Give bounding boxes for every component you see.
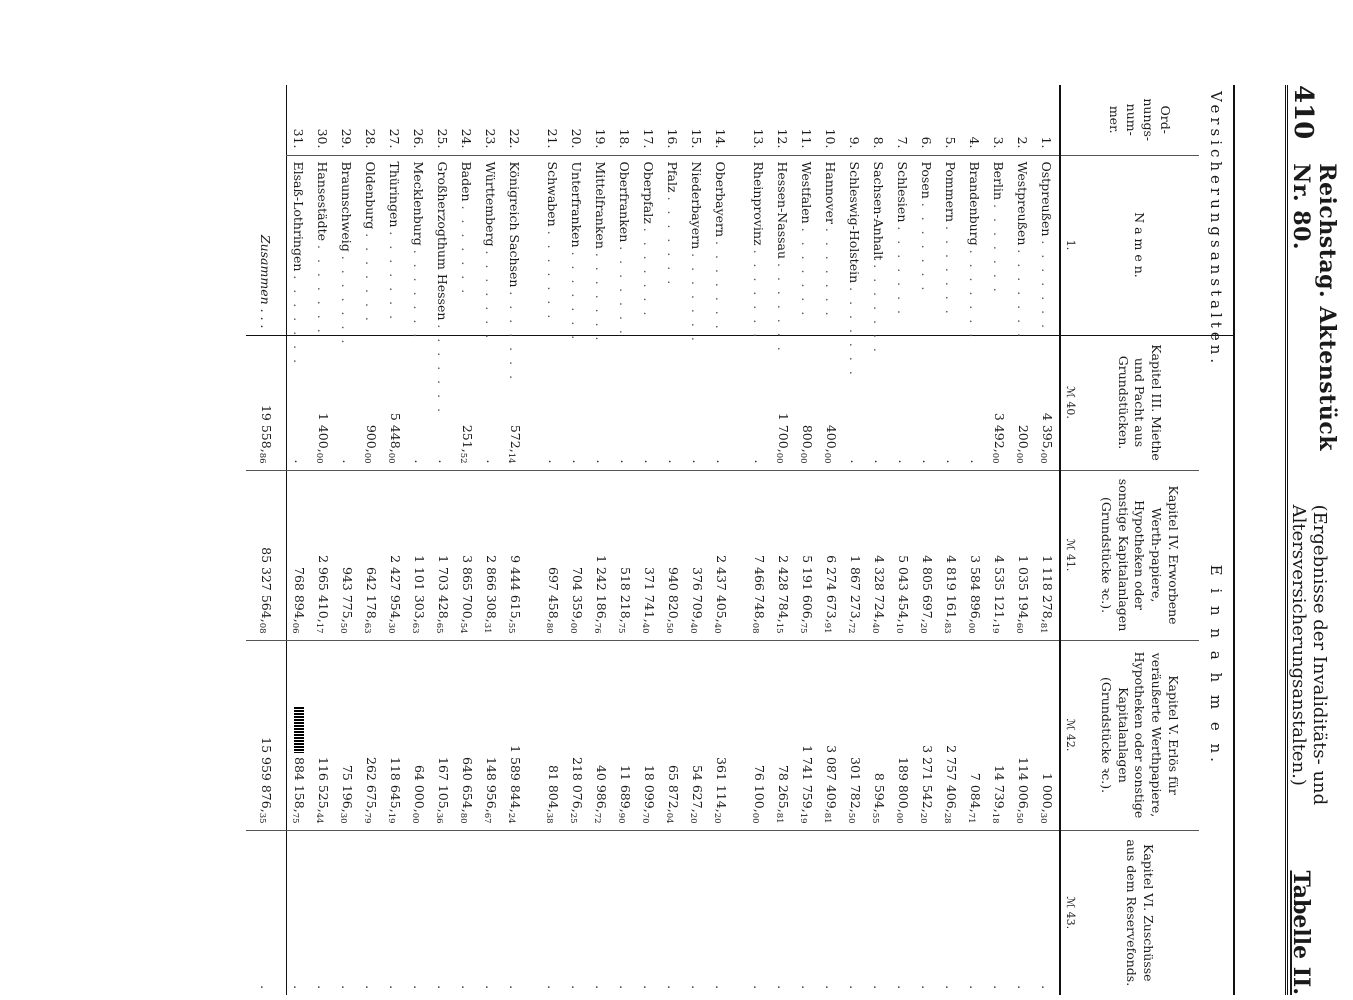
row-number: 9. <box>847 136 863 149</box>
page-header <box>1285 85 1340 995</box>
sum-kapitel-5: 15 959 876,35 <box>246 640 287 830</box>
table-row <box>383 85 407 995</box>
cell-kapitel-6: . <box>867 830 891 995</box>
row-number: 3. <box>991 136 1007 149</box>
cell-kapitel-6: . <box>541 830 565 995</box>
cell-kapitel-5: 78 265,81 <box>771 640 795 830</box>
cell-kapitel-3: . <box>709 335 733 470</box>
group-gap <box>527 85 541 995</box>
sum-label: Zusammen . . . <box>246 85 287 335</box>
table-row <box>661 85 685 995</box>
row-name: Unterfranken . . . . . . . <box>565 155 589 335</box>
colnum-name: 1. <box>1060 155 1079 335</box>
cell-kapitel-3: . <box>963 335 987 470</box>
cell-kapitel-6: . <box>747 830 771 995</box>
table-row <box>709 85 733 995</box>
currency-label: ℳ <box>1064 896 1078 909</box>
cell-kapitel-4: 2 866 308,31 <box>479 470 503 640</box>
cell-kapitel-6: . <box>685 830 709 995</box>
row-name: Hannover . . . . . . . <box>819 155 843 335</box>
cell-kapitel-3: 251,52 <box>455 335 479 470</box>
cell-kapitel-5: 148 956,67 <box>479 640 503 830</box>
cell-kapitel-6: . <box>891 830 915 995</box>
cell-kapitel-3: . <box>407 335 431 470</box>
cell-kapitel-3: 1 700,00 <box>771 335 795 470</box>
cell-kapitel-6: . <box>1035 830 1060 995</box>
row-number: 17. <box>641 128 657 149</box>
row-name: Schlesien . . . . . . . <box>891 155 915 335</box>
table-row <box>589 85 613 995</box>
cell-kapitel-3: 200,00 <box>1011 335 1035 470</box>
colnum-40: 40. <box>1064 401 1078 419</box>
row-number: 16. <box>665 128 681 149</box>
cell-kapitel-4: 7 466 748,08 <box>747 470 771 640</box>
row-number: 11. <box>799 128 815 149</box>
row-number: 12. <box>775 128 791 149</box>
cell-kapitel-4: 376 709,40 <box>685 470 709 640</box>
row-name: Ostpreußen . . . . . . . <box>1035 155 1060 335</box>
row-number: 27. <box>387 128 403 149</box>
row-number: 22. <box>507 128 523 149</box>
currency-label: ℳ <box>1064 538 1078 551</box>
table-row <box>541 85 565 995</box>
group-gap <box>733 85 747 995</box>
cell-kapitel-5: 14 739,18 <box>987 640 1011 830</box>
cell-kapitel-3: . <box>335 335 359 470</box>
row-name: Braunschweig . . . . . . . <box>335 155 359 335</box>
row-number: 14. <box>713 128 729 149</box>
cell-kapitel-3: . <box>685 335 709 470</box>
cell-kapitel-6: . <box>311 830 335 995</box>
cell-kapitel-6: . <box>819 830 843 995</box>
cell-kapitel-6: . <box>407 830 431 995</box>
cell-kapitel-6: . <box>1011 830 1035 995</box>
cell-kapitel-4: 940 820,50 <box>661 470 685 640</box>
row-number: 30. <box>315 128 331 149</box>
cell-kapitel-4: 371 741,40 <box>637 470 661 640</box>
cell-kapitel-4: 2 437 405,40 <box>709 470 733 640</box>
row-name: Oldenburg . . . . . . . <box>359 155 383 335</box>
cell-kapitel-5: 11 689,90 <box>613 640 637 830</box>
group-title-right: E i n n a h m e n. <box>1199 335 1234 995</box>
cell-kapitel-4: 1 118 278,81 <box>1035 470 1060 640</box>
cell-kapitel-6: . <box>383 830 407 995</box>
header-name: N a m e n. <box>1079 155 1199 335</box>
row-number: 25. <box>435 128 451 149</box>
cell-kapitel-6: . <box>565 830 589 995</box>
cell-kapitel-4: 1 703 428,65 <box>431 470 455 640</box>
cell-kapitel-5: 40 986,72 <box>589 640 613 830</box>
row-name: Westpreußen . . . . . . . <box>1011 155 1035 335</box>
cell-kapitel-6: . <box>287 830 312 995</box>
table-row <box>431 85 455 995</box>
cell-kapitel-4: 4 819 161,83 <box>939 470 963 640</box>
row-number: 10. <box>823 128 839 149</box>
cell-kapitel-3: . <box>287 335 312 470</box>
cell-kapitel-4: 4 805 697,20 <box>915 470 939 640</box>
cell-kapitel-4: 1 867 273,72 <box>843 470 867 640</box>
cell-kapitel-4: 697 458,80 <box>541 470 565 640</box>
cell-kapitel-3: . <box>479 335 503 470</box>
row-number: 19. <box>593 128 609 149</box>
row-name: Schleswig-Holstein . . . . . . . <box>843 155 867 335</box>
row-number: 23. <box>483 128 499 149</box>
cell-kapitel-4: 9 444 615,55 <box>503 470 527 640</box>
row-name: Mittelfranken . . . . . . . <box>589 155 613 335</box>
cell-kapitel-4: 1 035 194,60 <box>1011 470 1035 640</box>
row-name: Posen . . . . . . . <box>915 155 939 335</box>
row-name: Hessen-Nassau . . . . . . . <box>771 155 795 335</box>
cell-kapitel-6: . <box>455 830 479 995</box>
cell-kapitel-3: . <box>661 335 685 470</box>
colnum-41: 41. <box>1064 553 1078 572</box>
cell-kapitel-5: 3 087 409,81 <box>819 640 843 830</box>
cell-kapitel-6: . <box>335 830 359 995</box>
row-name: Elsaß-Lothringen . . . . . . . <box>287 155 312 335</box>
cell-kapitel-4: 1 242 186,76 <box>589 470 613 640</box>
row-number: 2. <box>1015 136 1031 149</box>
table-row <box>287 85 312 995</box>
cell-kapitel-3: 1 400,00 <box>311 335 335 470</box>
table-row <box>565 85 589 995</box>
cell-kapitel-3: 900,00 <box>359 335 383 470</box>
cell-kapitel-5: 640 654,80 <box>455 640 479 830</box>
row-number: 4. <box>967 136 983 149</box>
table-row <box>1011 85 1035 995</box>
row-number: 5. <box>943 136 959 149</box>
table-row <box>891 85 915 995</box>
table-row <box>987 85 1011 995</box>
table-row <box>479 85 503 995</box>
table-row <box>915 85 939 995</box>
group-title-left: Versicherungsanstalten. <box>1207 91 1226 368</box>
cell-kapitel-3: . <box>637 335 661 470</box>
row-name: Württemberg . . . . . . . <box>479 155 503 335</box>
cell-kapitel-6: . <box>987 830 1011 995</box>
cell-kapitel-6: . <box>795 830 819 995</box>
table-body <box>287 85 1061 995</box>
cell-kapitel-5: 2 757 406,28 <box>939 640 963 830</box>
cell-kapitel-4: 642 178,63 <box>359 470 383 640</box>
cell-kapitel-5: 114 006,50 <box>1011 640 1035 830</box>
cell-kapitel-3: . <box>541 335 565 470</box>
cell-kapitel-5: 64 000,00 <box>407 640 431 830</box>
colnum-43: 43. <box>1064 911 1078 930</box>
row-name: Sachsen-Anhalt . . . . . . . <box>867 155 891 335</box>
table-label: Tabelle II. <box>1288 870 1314 995</box>
cell-kapitel-3: 572,14 <box>503 335 527 470</box>
table-row <box>1035 85 1060 995</box>
cell-kapitel-5: 3 271 542,20 <box>915 640 939 830</box>
sum-kapitel-4: 85 327 564,08 <box>246 470 287 640</box>
row-name: Hansestädte . . . . . . . <box>311 155 335 335</box>
cell-kapitel-5: 189 800,00 <box>891 640 915 830</box>
cell-kapitel-6: . <box>359 830 383 995</box>
table-row <box>963 85 987 995</box>
row-name: Pfalz . . . . . . . <box>661 155 685 335</box>
cell-kapitel-3: . <box>939 335 963 470</box>
cell-kapitel-5: 8 594,55 <box>867 640 891 830</box>
row-name: Oberfranken . . . . . . . <box>613 155 637 335</box>
cell-kapitel-5: 167 105,36 <box>431 640 455 830</box>
row-name: Berlin . . . . . . . <box>987 155 1011 335</box>
cell-kapitel-3: . <box>431 335 455 470</box>
row-number: 8. <box>871 136 887 149</box>
row-number: 20. <box>569 128 585 149</box>
table-row <box>939 85 963 995</box>
cell-kapitel-5: 81 804,38 <box>541 640 565 830</box>
cell-kapitel-4: 943 775,50 <box>335 470 359 640</box>
table-row <box>503 85 527 995</box>
header-ordnungsnummer: Ord-nungs-num-mer. <box>1107 98 1173 142</box>
cell-kapitel-5: 65 872,04 <box>661 640 685 830</box>
table-row <box>685 85 709 995</box>
header-kapitel-3: Kapitel III. Miethe und Pacht aus Grundstücken. <box>1079 335 1199 470</box>
cell-kapitel-4: 6 274 673,91 <box>819 470 843 640</box>
cell-kapitel-3: . <box>867 335 891 470</box>
cell-kapitel-5: 301 782,50 <box>843 640 867 830</box>
row-name: Schwaben . . . . . . . <box>541 155 565 335</box>
cell-kapitel-6: . <box>661 830 685 995</box>
cell-kapitel-6: . <box>771 830 795 995</box>
stamp-mark <box>294 707 304 753</box>
header-kapitel-6: Kapitel VI. Zuschüsse aus dem Reservefonds. <box>1079 830 1199 995</box>
cell-kapitel-6: . <box>589 830 613 995</box>
cell-kapitel-4: 2 965 410,17 <box>311 470 335 640</box>
cell-kapitel-3: 400,00 <box>819 335 843 470</box>
table-row <box>795 85 819 995</box>
row-name: Niederbayern . . . . . . . <box>685 155 709 335</box>
sum-kapitel-6: . <box>246 830 287 995</box>
sum-row <box>246 85 287 995</box>
cell-kapitel-6: . <box>915 830 939 995</box>
cell-kapitel-4: 4 328 724,40 <box>867 470 891 640</box>
table-row <box>819 85 843 995</box>
data-table <box>246 85 1235 995</box>
page-title: Reichstag. Aktenstück Nr. 80. <box>1288 163 1340 451</box>
cell-kapitel-3: . <box>843 335 867 470</box>
row-number: 15. <box>689 128 705 149</box>
cell-kapitel-4: 518 218,75 <box>613 470 637 640</box>
cell-kapitel-6: . <box>709 830 733 995</box>
header-kapitel-5: Kapitel V. Erlös für veräußerte Werthpapiere, Hypotheken oder sonstige Kapitalanlagen (Grundstücke ꝛc.). <box>1079 640 1199 830</box>
table-row <box>407 85 431 995</box>
row-name: Thüringen . . . . . . . <box>383 155 407 335</box>
row-name: Brandenburg . . . . . . . <box>963 155 987 335</box>
cell-kapitel-6: . <box>963 830 987 995</box>
row-number: 29. <box>339 128 355 149</box>
cell-kapitel-5: 7 084,71 <box>963 640 987 830</box>
cell-kapitel-4: 3 865 700,54 <box>455 470 479 640</box>
cell-kapitel-6: . <box>843 830 867 995</box>
row-name: Baden . . . . . . . <box>455 155 479 335</box>
row-name: Pommern . . . . . . . <box>939 155 963 335</box>
cell-kapitel-3: . <box>915 335 939 470</box>
cell-kapitel-4: 2 427 954,30 <box>383 470 407 640</box>
cell-kapitel-5: 76 100,00 <box>747 640 771 830</box>
cell-kapitel-4: 3 584 896,00 <box>963 470 987 640</box>
row-number: 24. <box>459 128 475 149</box>
cell-kapitel-6: . <box>939 830 963 995</box>
cell-kapitel-5: 116 525,44 <box>311 640 335 830</box>
table-row <box>637 85 661 995</box>
cell-kapitel-6: . <box>431 830 455 995</box>
row-number: 6. <box>919 136 935 149</box>
table-row <box>771 85 795 995</box>
cell-kapitel-5: 1 000,30 <box>1035 640 1060 830</box>
row-number: 26. <box>411 128 427 149</box>
cell-kapitel-4: 768 894,06 <box>287 470 312 640</box>
table-row <box>455 85 479 995</box>
cell-kapitel-3: . <box>565 335 589 470</box>
cell-kapitel-4: 2 428 784,15 <box>771 470 795 640</box>
currency-label: ℳ <box>1064 386 1078 398</box>
cell-kapitel-3: 3 492,00 <box>987 335 1011 470</box>
cell-kapitel-6: . <box>637 830 661 995</box>
cell-kapitel-3: . <box>747 335 771 470</box>
table-row <box>335 85 359 995</box>
row-name: Großherzogthum Hessen . . . . . . . <box>431 155 455 335</box>
row-number: 1. <box>1039 136 1055 149</box>
row-number: 18. <box>617 128 633 149</box>
header-kapitel-4: Kapitel IV. Erworbene Werth-papiere, Hypotheken oder sonstige Kapitalanlagen (Grundstücke ꝛc.). <box>1079 470 1199 640</box>
cell-kapitel-6: . <box>613 830 637 995</box>
page-subtitle: (Ergebnisse der Invaliditäts- und Altersversicherungsanstalten.) <box>1288 504 1330 806</box>
table-row <box>359 85 383 995</box>
cell-kapitel-5: 75 196,30 <box>335 640 359 830</box>
cell-kapitel-4: 5 191 606,75 <box>795 470 819 640</box>
row-number: 28. <box>363 128 379 149</box>
cell-kapitel-5: 218 076,25 <box>565 640 589 830</box>
row-number: 31. <box>291 128 307 149</box>
cell-kapitel-4: 1 101 303,63 <box>407 470 431 640</box>
row-number: 21. <box>545 128 561 149</box>
sum-kapitel-3: 19 558,86 <box>246 335 287 470</box>
row-number: 13. <box>751 128 767 149</box>
page-number: 410 <box>1288 85 1318 140</box>
cell-kapitel-3: 800,00 <box>795 335 819 470</box>
table-row <box>747 85 771 995</box>
cell-kapitel-6: . <box>479 830 503 995</box>
cell-kapitel-6: . <box>503 830 527 995</box>
cell-kapitel-5: 54 627,20 <box>685 640 709 830</box>
row-number: 7. <box>895 136 911 149</box>
cell-kapitel-3: 5 448,00 <box>383 335 407 470</box>
table-row <box>613 85 637 995</box>
cell-kapitel-3: . <box>613 335 637 470</box>
cell-kapitel-4: 5 043 454,10 <box>891 470 915 640</box>
row-name: Königreich Sachsen . . . . . . . <box>503 155 527 335</box>
cell-kapitel-4: 704 359,00 <box>565 470 589 640</box>
row-name: Oberbayern . . . . . . . <box>709 155 733 335</box>
cell-kapitel-5: 1 589 844,24 <box>503 640 527 830</box>
row-name: Oberpfalz . . . . . . . <box>637 155 661 335</box>
row-name: Rheinprovinz . . . . . . . <box>747 155 771 335</box>
cell-kapitel-5: 262 675,79 <box>359 640 383 830</box>
row-name: Westfalen . . . . . . . <box>795 155 819 335</box>
cell-kapitel-5: 1 741 759,19 <box>795 640 819 830</box>
cell-kapitel-3: 4 395,00 <box>1035 335 1060 470</box>
cell-kapitel-5: 361 114,20 <box>709 640 733 830</box>
cell-kapitel-3: . <box>589 335 613 470</box>
cell-kapitel-5: 18 099,70 <box>637 640 661 830</box>
cell-kapitel-5: 884 158,75 <box>287 640 312 830</box>
cell-kapitel-5: 118 645,19 <box>383 640 407 830</box>
table-row <box>867 85 891 995</box>
currency-label: ℳ <box>1064 718 1078 731</box>
colnum-42: 42. <box>1064 733 1078 752</box>
table-row <box>843 85 867 995</box>
table-row <box>311 85 335 995</box>
cell-kapitel-4: 4 535 121,19 <box>987 470 1011 640</box>
row-name: Mecklenburg . . . . . . . <box>407 155 431 335</box>
cell-kapitel-3: . <box>891 335 915 470</box>
